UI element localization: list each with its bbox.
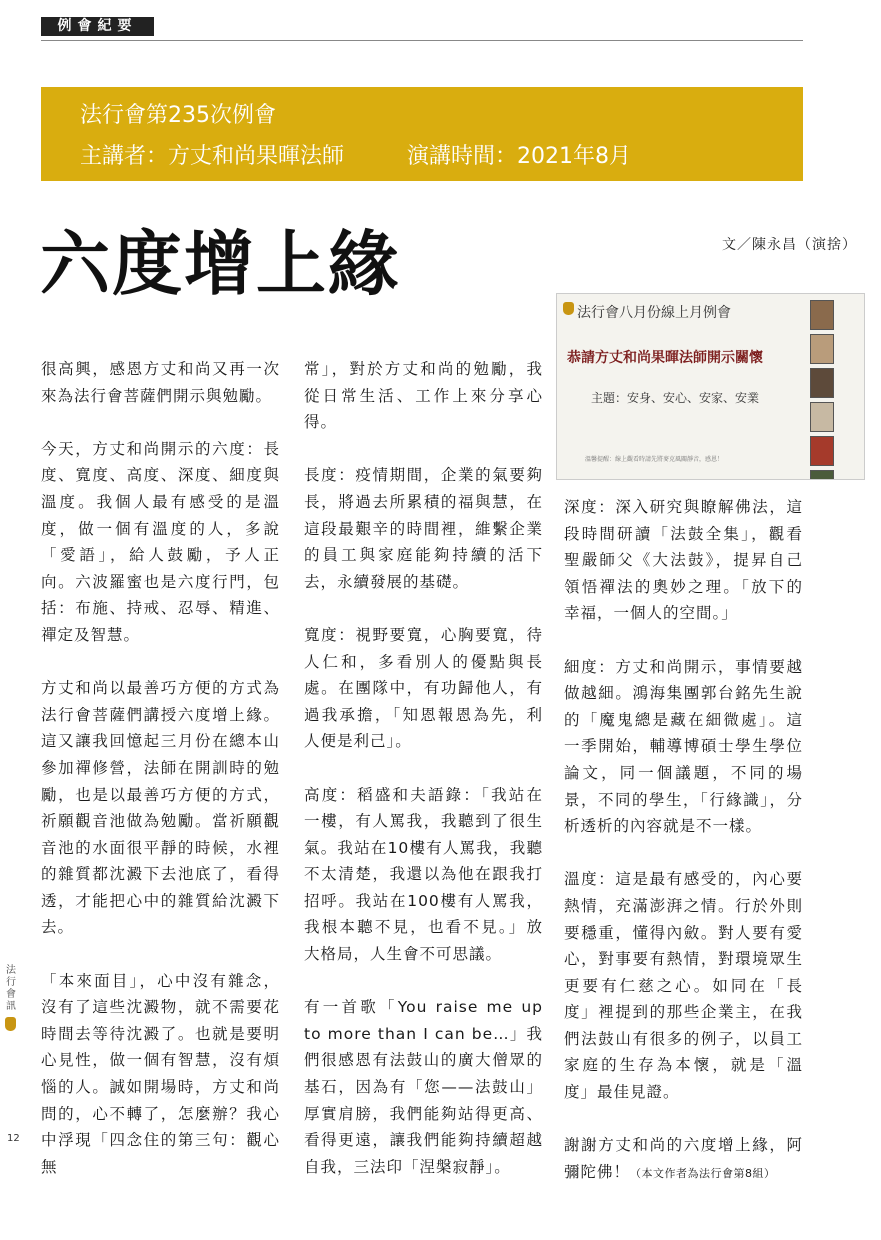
paragraph: 很高興，感恩方丈和尚又再一次來為法行會菩薩們開示與勉勵。 — [41, 360, 280, 405]
slide-theme: 主題：安身、安心、安家、安業 — [591, 391, 760, 405]
participant-video — [810, 436, 834, 466]
slide-heading: 法行會八月份線上月例會 — [577, 305, 731, 321]
paragraph: 溫度：這是最有感受的，內心要熱情，充滿澎湃之情。行於外則要穩重，懂得內斂。對人要有愛心，對事要有熱情，對環境眾生更要有仁慈之心。如同在「長度」裡提到的那些企業主，在我們法鼓山有很多的例子，以員工家庭的生存為本懷，就是「溫度」最佳見證。 — [564, 870, 803, 1102]
paragraph: 今天，方丈和尚開示的六度：長度、寬度、高度、深度、細度與溫度。我個人最有感受的是溫度，做一個有溫度的人，多說「愛語」，給人鼓勵，予人正向。六波羅蜜也是六度行門，包括：布施、持戒、忍辱、精進、禪定及智慧。 — [41, 439, 280, 644]
paragraph: 寬度：視野要寬，心胸要寬，待人仁和，多看別人的優點與長處。在團隊中，有功歸他人，有過我承擔，「知恩報恩為先，利人便是利己」。 — [304, 625, 543, 751]
magazine-name: 法行會訊 — [6, 965, 16, 1012]
paragraph: 方丈和尚以最善巧方便的方式為法行會菩薩們講授六度增上緣。這又讓我回憶起三月份在總本山參加禪修營，法師在開訓時的勉勵，也是以最善巧方便的方式，祈願觀音池做為勉勵。當祈願觀音池的水面很平靜的時候，水裡的雜質都沈澱下去池底了，看得透，才能把心中的雜質給沈澱下去。 — [41, 679, 280, 937]
participant-video — [810, 402, 834, 432]
participant-video — [810, 334, 834, 364]
participant-video — [810, 470, 834, 480]
text-column-2 — [304, 356, 543, 1207]
participant-thumbnails — [808, 298, 860, 480]
paragraph: 長度：疫情期間，企業的氣要夠長，將過去所累積的福與慧，在這段最艱辛的時間裡，維繫企業的員工與家庭能夠持續的活下去，永續發展的基礎。 — [304, 466, 543, 591]
dharma-drum-logo-icon — [563, 302, 574, 315]
speaker-line: 主講者：方丈和尚果暉法師 — [80, 144, 345, 169]
text-column-3 — [564, 494, 803, 1214]
header-rule — [41, 40, 803, 41]
event-title: 法行會第235次例會 — [80, 103, 276, 128]
slide-note: 溫馨提醒：線上觀看時請先將麥克風關靜音，感恩！ — [585, 456, 724, 463]
event-banner — [41, 87, 803, 181]
author-note: （本文作者為法行會第8組） — [630, 1166, 776, 1180]
paragraph: 深度：深入研究與瞭解佛法，這段時間研讀「法鼓全集」，觀看聖嚴師父《大法鼓》，提昇自己領悟禪法的奧妙之理。「放下的幸福，一個人的空間。」 — [564, 498, 803, 623]
closing-text: 謝謝方丈和尚的六度增上緣，阿彌陀佛！ — [564, 1136, 803, 1181]
participant-video — [810, 368, 834, 398]
paragraph: 細度：方丈和尚開示，事情要越做越細。鴻海集團郭台銘先生說的「魔鬼總是藏在細微處」。這一季開始，輔導博碩士學生學位論文，同一個議題，不同的場景，不同的學生，「行緣識」，分析透析的內容就是不一樣。 — [564, 657, 803, 836]
section-tag: 例會紀要 — [41, 17, 154, 36]
paragraph: 常」，對於方丈和尚的勉勵，我從日常生活、工作上來分享心得。 — [304, 360, 543, 432]
meeting-screenshot-photo — [556, 293, 865, 480]
article-title: 六度增上緣 — [40, 222, 400, 305]
paragraph: 「本來面目」，心中沒有雜念，沒有了這些沈澱物，就不需要花時間去等待沈澱了。也就是要明心見性，做一個有智慧，沒有煩惱的人。誠如開場時，方丈和尚問的，心不轉了，怎麼辦？我心中浮現「四念住的第三句：觀心無 — [41, 971, 280, 1176]
text-column-1 — [41, 356, 280, 1207]
paragraph: 高度：稻盛和夫語錄：「我站在一樓，有人罵我，我聽到了很生氣。我站在10樓有人罵我，我聽不太清楚，我還以為他在跟我打招呼。我站在100樓有人罵我，我根本聽不見，也看不見。」放大格局，人生會不可思議。 — [304, 785, 543, 964]
dharma-drum-logo-icon — [5, 1017, 16, 1031]
paragraph: 有一首歌「You raise me up to more than I can be…」我們很感恩有法鼓山的廣大僧眾的基石，因為有「您——法鼓山」厚實肩膀，我們能夠站得更高、看得更遠，讓我們能夠持續超越自我，三法印「涅槃寂靜」。 — [304, 998, 543, 1176]
participant-video — [810, 300, 834, 330]
page-number: 12 — [7, 1133, 20, 1144]
lecture-time: 演講時間：2021年8月 — [407, 144, 631, 169]
author-byline: 文／陳永昌（演捨） — [722, 237, 857, 253]
closing-paragraph — [564, 1132, 803, 1187]
slide-subheading: 恭請方丈和尚果暉法師開示關懷 — [567, 350, 763, 366]
